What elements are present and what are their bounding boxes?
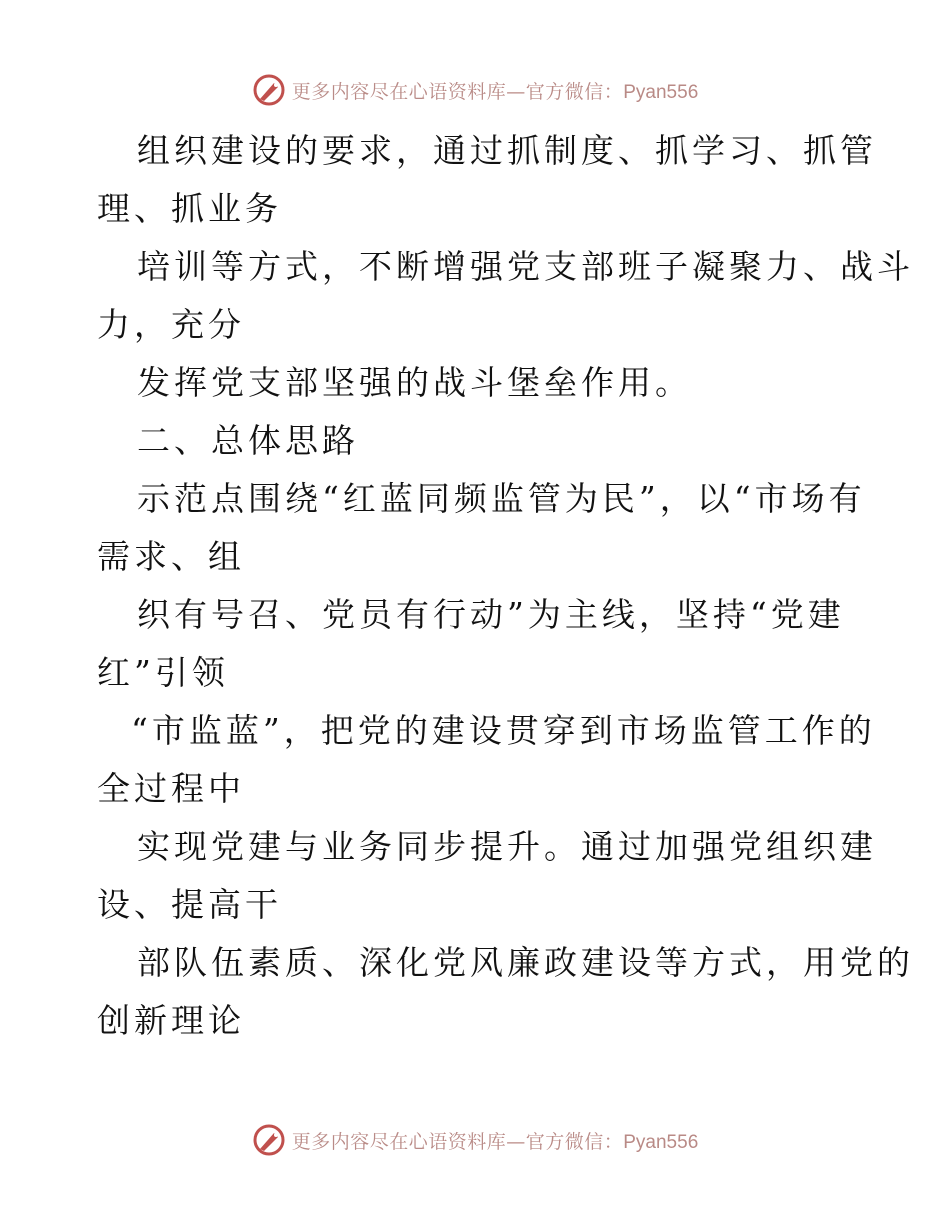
text-line: 力，充分 <box>97 305 245 344</box>
text-line: 织有号召、党员有行动”为主线，坚持“党建 <box>137 595 845 634</box>
text-line: 培训等方式，不断增强党支部班子凝聚力、战斗 <box>137 247 914 286</box>
watermark-text: 更多内容尽在心语资料库—官方微信：Pyan556 <box>291 1130 699 1153</box>
text-line: 全过程中 <box>97 769 245 808</box>
header-watermark <box>0 70 950 110</box>
text-line: 设、提高干 <box>97 885 282 924</box>
text-line: “市监蓝”，把党的建设贯穿到市场监管工作的 <box>131 711 876 750</box>
section-heading: 二、总体思路 <box>137 421 359 460</box>
text-line: 理、抓业务 <box>97 189 282 228</box>
text-line: 组织建设的要求，通过抓制度、抓学习、抓管 <box>137 131 877 170</box>
pen-nib-circle-logo <box>252 73 286 107</box>
text-line: 需求、组 <box>97 537 245 576</box>
text-line: 实现党建与业务同步提升。通过加强党组织建 <box>137 827 877 866</box>
pen-nib-circle-logo <box>252 1123 286 1157</box>
text-line: 创新理论 <box>97 1001 245 1040</box>
text-line: 示范点围绕“红蓝同频监管为民”，以“市场有 <box>137 479 866 518</box>
watermark-text: 更多内容尽在心语资料库—官方微信：Pyan556 <box>291 80 699 103</box>
text-line: 发挥党支部坚强的战斗堡垒作用。 <box>137 363 692 402</box>
text-line: 部队伍素质、深化党风廉政建设等方式，用党的 <box>137 943 914 982</box>
footer-watermark <box>0 1120 950 1160</box>
text-line: 红”引领 <box>97 653 229 692</box>
document-body <box>97 122 914 1050</box>
